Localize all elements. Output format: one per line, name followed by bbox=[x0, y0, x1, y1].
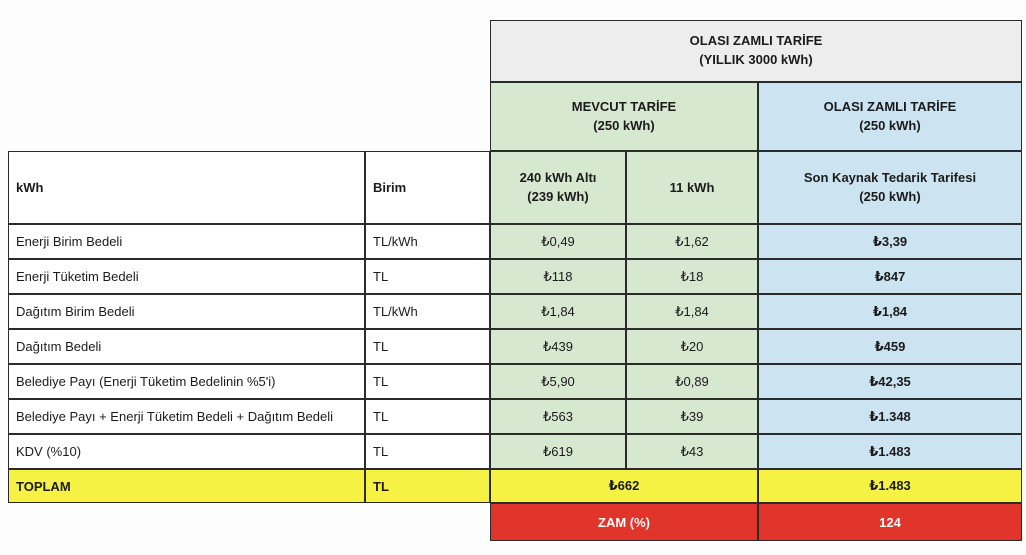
row-value-mevcut-240: ₺118 bbox=[490, 259, 626, 294]
row-label: Enerji Birim Bedeli bbox=[8, 224, 365, 259]
row-value-olasi: ₺1.348 bbox=[758, 399, 1022, 434]
column-header-11kwh: 11 kWh bbox=[626, 151, 758, 224]
group-header-olasi-title: OLASI ZAMLI TARİFE bbox=[823, 98, 957, 114]
row-value-mevcut-240: ₺619 bbox=[490, 434, 626, 469]
row-label: Belediye Payı + Enerji Tüketim Bedeli + Dağıtım Bedeli bbox=[8, 399, 365, 434]
row-unit: TL bbox=[365, 329, 490, 364]
row-value-mevcut-11: ₺0,89 bbox=[626, 364, 758, 399]
row-value-mevcut-11: ₺1,62 bbox=[626, 224, 758, 259]
table-title-cell bbox=[490, 20, 1022, 82]
zam-value: 124 bbox=[758, 503, 1022, 541]
column-header-son-kaynak-subtitle: (250 kWh) bbox=[859, 188, 921, 204]
table-title-subtitle: (YILLIK 3000 kWh) bbox=[699, 52, 813, 67]
row-value-mevcut-240: ₺1,84 bbox=[490, 294, 626, 329]
row-value-olasi: ₺3,39 bbox=[758, 224, 1022, 259]
row-unit: TL bbox=[365, 399, 490, 434]
row-value-mevcut-11: ₺1,84 bbox=[626, 294, 758, 329]
row-value-olasi: ₺459 bbox=[758, 329, 1022, 364]
column-header-240kwh-subtitle: (239 kWh) bbox=[527, 188, 589, 204]
group-header-olasi-subtitle: (250 kWh) bbox=[859, 117, 921, 133]
row-label: Enerji Tüketim Bedeli bbox=[8, 259, 365, 294]
table-title: OLASI ZAMLI TARİFE bbox=[689, 33, 823, 49]
row-unit: TL bbox=[365, 259, 490, 294]
row-value-mevcut-11: ₺20 bbox=[626, 329, 758, 364]
row-value-mevcut-11: ₺39 bbox=[626, 399, 758, 434]
row-value-olasi: ₺1,84 bbox=[758, 294, 1022, 329]
tariff-table bbox=[8, 20, 1022, 541]
row-value-olasi: ₺42,35 bbox=[758, 364, 1022, 399]
column-header-240kwh bbox=[490, 151, 626, 224]
row-unit: TL/kWh bbox=[365, 224, 490, 259]
row-unit: TL/kWh bbox=[365, 294, 490, 329]
row-value-mevcut-240: ₺563 bbox=[490, 399, 626, 434]
row-label: KDV (%10) bbox=[8, 434, 365, 469]
row-value-olasi: ₺1.483 bbox=[758, 434, 1022, 469]
group-header-mevcut-subtitle: (250 kWh) bbox=[593, 117, 655, 133]
group-header-olasi bbox=[758, 82, 1022, 151]
row-value-mevcut-240: ₺0,49 bbox=[490, 224, 626, 259]
group-header-mevcut bbox=[490, 82, 758, 151]
row-unit: TL bbox=[365, 364, 490, 399]
row-label: Belediye Payı (Enerji Tüketim Bedelinin %5'i) bbox=[8, 364, 365, 399]
column-header-son-kaynak-title: Son Kaynak Tedarik Tarifesi bbox=[803, 169, 977, 185]
column-header-birim: Birim bbox=[365, 151, 490, 224]
row-label: Dağıtım Birim Bedeli bbox=[8, 294, 365, 329]
total-value-olasi: ₺1.483 bbox=[758, 469, 1022, 503]
row-value-mevcut-11: ₺43 bbox=[626, 434, 758, 469]
row-value-mevcut-11: ₺18 bbox=[626, 259, 758, 294]
group-header-mevcut-title: MEVCUT TARİFE bbox=[571, 98, 677, 114]
zam-label: ZAM (%) bbox=[490, 503, 758, 541]
total-value-mevcut: ₺662 bbox=[490, 469, 758, 503]
row-label: Dağıtım Bedeli bbox=[8, 329, 365, 364]
column-header-240kwh-title: 240 kWh Altı bbox=[519, 169, 597, 185]
row-value-olasi: ₺847 bbox=[758, 259, 1022, 294]
row-value-mevcut-240: ₺5,90 bbox=[490, 364, 626, 399]
row-value-mevcut-240: ₺439 bbox=[490, 329, 626, 364]
total-unit: TL bbox=[365, 469, 490, 503]
column-header-kwh: kWh bbox=[8, 151, 365, 224]
total-label: TOPLAM bbox=[8, 469, 365, 503]
row-unit: TL bbox=[365, 434, 490, 469]
column-header-son-kaynak bbox=[758, 151, 1022, 224]
